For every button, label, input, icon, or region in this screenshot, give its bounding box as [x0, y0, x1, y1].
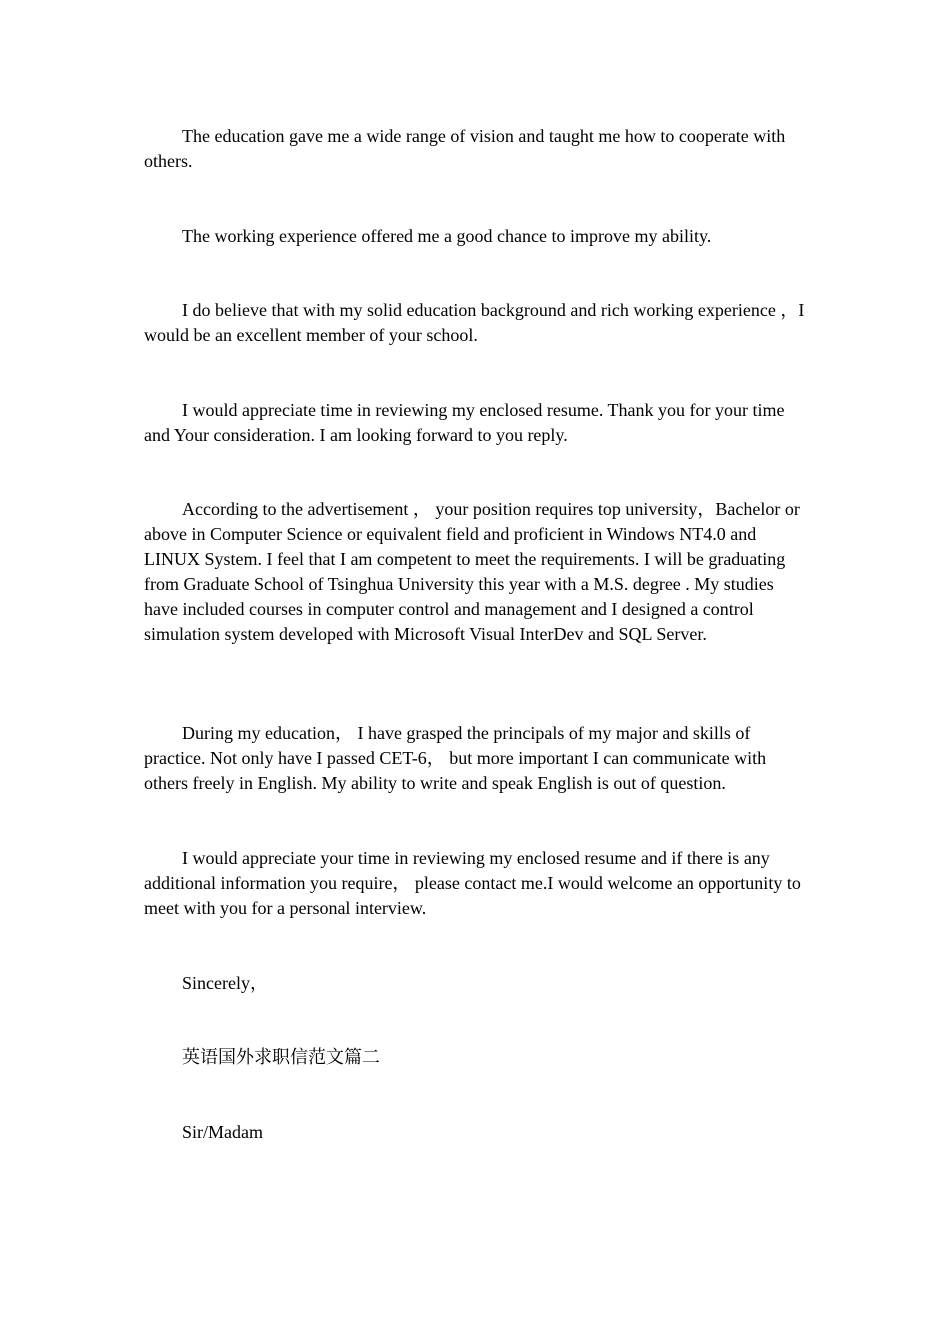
- paragraph-solid-background: I do believe that with my solid education background and rich working experience ，I would be an excellent member of your school.: [144, 300, 809, 345]
- salutation: Sir/Madam: [182, 1122, 263, 1142]
- paragraph-advertisement: According to the advertisement ， your position requires top university，Bachelor or above in Computer Science or equivalent field and proficient in Windows NT4.0 and LINUX System. I feel that I am competent to meet the requirements. I will be graduating from Graduate School of Tsinghua University this year with a M.S. degree . My studies have included courses in computer control and management and I designed a control simulation system developed with Microsoft Visual InterDev and SQL Server.: [144, 499, 805, 644]
- paragraph-education-vision: The education gave me a wide range of vision and taught me how to cooperate with others.: [144, 126, 790, 171]
- section-heading-sample-two: 英语国外求职信范文篇二: [182, 1047, 380, 1067]
- paragraph-working-experience: The working experience offered me a good chance to improve my ability.: [182, 226, 712, 246]
- closing-sincerely: Sincerely，: [182, 973, 268, 993]
- paragraph-closing-request: I would appreciate your time in reviewing my enclosed resume and if there is any additional information you require， please contact me.I would welcome an opportunity to meet with you for a personal interview.: [144, 848, 806, 918]
- paragraph-appreciate-time: I would appreciate time in reviewing my enclosed resume. Thank you for your time and Your consideration. I am looking forward to you reply.: [144, 400, 789, 445]
- paragraph-during-education: During my education， I have grasped the principals of my major and skills of practice. Not only have I passed CET-6， but more important I can communicate with others freely in English. My ability to write and speak English is out of question.: [144, 723, 771, 793]
